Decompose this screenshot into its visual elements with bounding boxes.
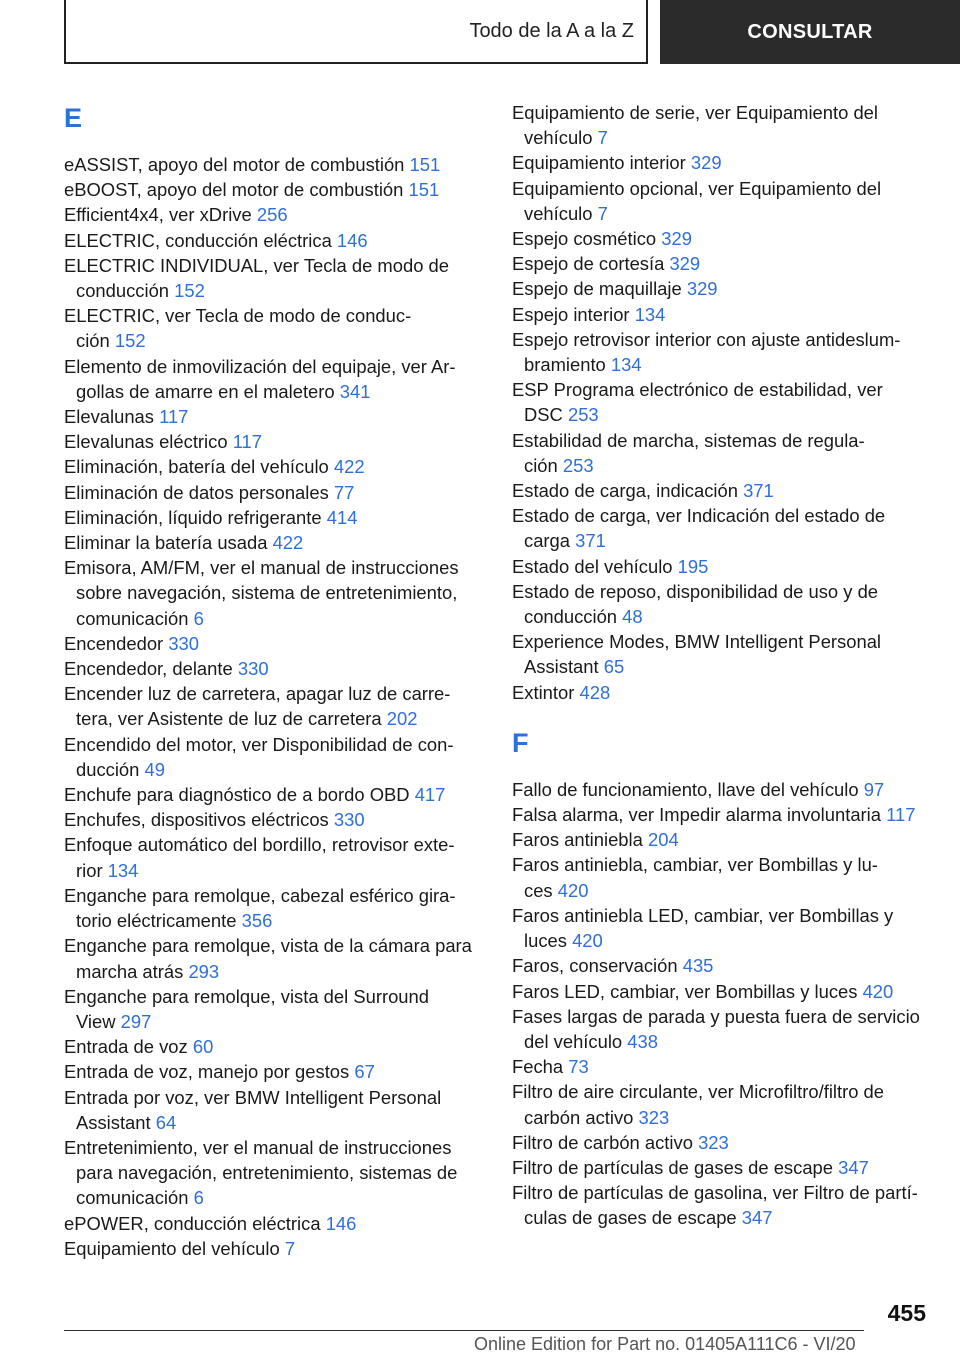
page-number: 455 <box>887 1300 926 1326</box>
page-link[interactable]: 77 <box>333 481 355 503</box>
page-link[interactable]: 356 <box>241 910 273 932</box>
index-entry-text: Assistant <box>76 1111 151 1133</box>
index-entry-text: Fecha <box>512 1056 564 1078</box>
page-link[interactable]: 202 <box>386 708 418 730</box>
page-link[interactable]: 117 <box>232 431 263 453</box>
index-entry-text: Estado de carga, ver Indicación del estado de <box>512 505 886 527</box>
page-link[interactable]: 134 <box>634 303 666 325</box>
page-link[interactable]: 323 <box>698 1131 729 1153</box>
page-link[interactable]: 48 <box>622 606 643 628</box>
index-entry <box>64 202 484 227</box>
index-entry <box>512 1155 932 1180</box>
footer-edition: Online Edition for Part no. 01405A111C6 - VI/20 <box>474 1334 856 1354</box>
index-entry <box>64 480 484 505</box>
tab-todo-az[interactable] <box>64 0 648 64</box>
page-link[interactable]: 117 <box>159 406 189 428</box>
page-link[interactable]: 60 <box>192 1036 214 1058</box>
page-link[interactable]: 347 <box>838 1156 869 1178</box>
footer-divider <box>64 1330 864 1331</box>
index-entry-text: Eliminación de datos personales <box>64 481 329 503</box>
page-link[interactable]: 438 <box>627 1030 658 1052</box>
page-link[interactable]: 414 <box>326 506 358 528</box>
index-list-left <box>64 152 484 1261</box>
page-link[interactable]: 7 <box>597 127 608 149</box>
index-entry-text: conducción <box>76 280 170 302</box>
index-entry-text: Filtro de aire circulante, ver Microfiltro/filtro de <box>512 1081 885 1103</box>
header-tabs <box>0 0 960 66</box>
index-entry-text: Enganche para remolque, vista de la cámara para <box>64 935 472 957</box>
index-entry <box>64 555 484 631</box>
page-link[interactable]: 417 <box>414 784 446 806</box>
page-link[interactable]: 330 <box>333 809 365 831</box>
page-link[interactable]: 65 <box>603 656 625 678</box>
index-column-left <box>64 100 484 1261</box>
index-entry-text: Estabilidad de marcha, sistemas de regula‐ <box>512 429 865 451</box>
index-entry-text: ePOWER, conducción eléctrica <box>64 1212 321 1234</box>
page-link[interactable]: 329 <box>690 152 722 174</box>
index-entry-text: Espejo interior <box>512 303 630 325</box>
page-link[interactable]: 422 <box>272 532 304 554</box>
index-entry <box>512 1079 932 1129</box>
index-entry <box>64 656 484 681</box>
index-entry <box>64 631 484 656</box>
index-entry-text: Equipamiento del vehículo <box>64 1237 280 1259</box>
index-list-right-f <box>512 777 932 1231</box>
index-entry-text: torio eléctricamente <box>76 910 237 932</box>
index-entry-text: Filtro de partículas de gases de escape <box>512 1156 834 1178</box>
page-link[interactable]: 371 <box>575 530 606 552</box>
index-entry-text: sobre navegación, sistema de entretenimiento, <box>76 582 458 604</box>
index-entry <box>512 327 932 377</box>
index-entry-text: View <box>76 1010 116 1032</box>
index-entry <box>512 579 932 629</box>
index-entry <box>512 1180 932 1230</box>
index-entry <box>512 979 932 1004</box>
index-entry-text: ELECTRIC, conducción eléctrica <box>64 229 332 251</box>
index-entry-text: Eliminación, batería del vehículo <box>64 456 329 478</box>
page-link[interactable]: 151 <box>409 154 441 175</box>
index-entry-text: Elemento de inmovilización del equipaje, ver Ar‐ <box>64 355 456 377</box>
index-entry-text: vehículo <box>524 202 593 224</box>
index-entry-text: para navegación, entretenimiento, sistemas de <box>76 1162 458 1184</box>
index-entry-text: Filtro de partículas de gasolina, ver Filtro de partí‐ <box>512 1182 918 1204</box>
index-entry <box>512 276 932 301</box>
index-entry-text: Eliminación, líquido refrigerante <box>64 506 322 528</box>
index-entry-text: ción <box>76 330 110 352</box>
index-entry <box>64 807 484 832</box>
index-entry <box>64 883 484 933</box>
page-link[interactable]: 256 <box>256 204 288 226</box>
index-entry <box>512 226 932 251</box>
index-entry <box>64 530 484 555</box>
index-entry-text: Enchufes, dispositivos eléctricos <box>64 809 329 831</box>
index-entry-text: tera, ver Asistente de luz de carretera <box>76 708 382 730</box>
index-entry-text: carbón activo <box>524 1106 634 1128</box>
page-link[interactable]: 293 <box>188 960 220 982</box>
index-entry-text: Encender luz de carretera, apagar luz de carre‐ <box>64 683 451 705</box>
page-link[interactable]: 297 <box>120 1010 152 1032</box>
index-entry-text: Encendedor, delante <box>64 658 233 680</box>
index-entry <box>512 176 932 226</box>
page-link[interactable]: 64 <box>155 1111 177 1133</box>
index-entry <box>64 1135 484 1211</box>
index-entry <box>64 253 484 303</box>
index-entry-text: Espejo de maquillaje <box>512 278 682 300</box>
index-entry <box>512 852 932 902</box>
index-entry <box>512 827 932 852</box>
index-entry <box>512 777 932 802</box>
index-entry <box>64 303 484 353</box>
tab-consultar-label: CONSULTAR <box>747 20 873 43</box>
index-entry <box>512 1054 932 1079</box>
index-entry <box>512 802 932 827</box>
page-link[interactable]: 195 <box>677 555 709 577</box>
index-entry-text: conducción <box>524 606 618 628</box>
page-link[interactable]: 146 <box>336 229 368 251</box>
index-entry-text: Equipamiento opcional, ver Equipamiento del <box>512 177 882 199</box>
index-entry-text: Entrada por voz, ver BMW Intelligent Personal <box>64 1086 442 1108</box>
index-entry <box>64 228 484 253</box>
index-entry-text: vehículo <box>524 127 593 149</box>
index-entry-text: Filtro de carbón activo <box>512 1131 693 1153</box>
page-link[interactable]: 152 <box>174 280 205 302</box>
page-link[interactable]: 420 <box>862 980 894 1002</box>
index-entry-text: comunicación <box>76 607 189 629</box>
index-entry-text: del vehículo <box>524 1030 623 1052</box>
index-entry-text: Equipamiento de serie, ver Equipamiento del <box>512 102 878 123</box>
index-entry <box>64 354 484 404</box>
index-entry-text: Faros antiniebla <box>512 829 643 851</box>
page-link[interactable]: 146 <box>325 1212 357 1234</box>
page-link[interactable]: 329 <box>661 228 692 250</box>
index-entry-text: Estado de carga, indicación <box>512 480 738 502</box>
index-entry <box>64 454 484 479</box>
index-entry-text: ESP Programa electrónico de estabilidad, ver <box>512 379 883 401</box>
index-entry-text: Experience Modes, BMW Intelligent Personal <box>512 631 882 653</box>
page-link[interactable]: 420 <box>557 879 589 901</box>
index-entry-text: luces <box>524 930 567 952</box>
index-entry <box>512 629 932 679</box>
index-entry <box>512 377 932 427</box>
index-entry-text: Espejo de cortesía <box>512 253 665 275</box>
page-link[interactable]: 7 <box>284 1237 296 1259</box>
index-letter-f: F <box>512 727 529 758</box>
index-entry <box>64 429 484 454</box>
index-entry-text: ces <box>524 879 553 901</box>
index-entry-text: Assistant <box>524 656 599 678</box>
index-entry-text: Entretenimiento, ver el manual de instrucciones <box>64 1136 452 1158</box>
index-entry <box>64 832 484 882</box>
index-entry-text: ducción <box>76 758 140 780</box>
index-entry <box>512 150 932 175</box>
index-entry-text: Entrada de voz, manejo por gestos <box>64 1061 350 1083</box>
index-entry-text: rior <box>76 859 103 881</box>
index-entry-text: Fallo de funcionamiento, llave del vehículo <box>512 778 859 800</box>
index-entry <box>512 1004 932 1054</box>
index-entry <box>64 1211 484 1236</box>
index-entry <box>512 302 932 327</box>
page-link[interactable]: 7 <box>597 202 608 224</box>
index-entry <box>64 984 484 1034</box>
page-link[interactable]: 49 <box>144 758 165 780</box>
page-link[interactable]: 117 <box>886 804 916 826</box>
index-entry-text: Eliminar la batería usada <box>64 532 268 554</box>
index-entry <box>64 404 484 429</box>
index-entry-text: Elevalunas eléctrico <box>64 431 228 453</box>
index-entry-text: Falsa alarma, ver Impedir alarma involuntaria <box>512 804 881 826</box>
index-entry-text: Faros LED, cambiar, ver Bombillas y luces <box>512 980 858 1002</box>
index-entry-text: Equipamiento interior <box>512 152 686 174</box>
index-entry-text: eBOOST, apoyo del motor de combustión <box>64 179 404 201</box>
index-entry <box>512 554 932 579</box>
index-entry <box>64 177 484 202</box>
index-column-right <box>512 100 932 1231</box>
index-entry-text: Emisora, AM/FM, ver el manual de instrucciones <box>64 557 459 579</box>
page-link[interactable]: 67 <box>354 1061 375 1083</box>
index-entry-text: gollas de amarre en el maletero <box>76 380 335 402</box>
index-entry-text: Faros antiniebla, cambiar, ver Bombillas y lu‐ <box>512 854 878 876</box>
index-list-right-e <box>512 100 932 705</box>
index-entry-text: Entrada de voz <box>64 1036 188 1058</box>
index-entry-text: DSC <box>524 404 563 426</box>
index-entry <box>512 953 932 978</box>
index-entry-text: carga <box>524 530 571 552</box>
page-link[interactable]: 329 <box>669 253 701 275</box>
index-entry <box>64 152 484 177</box>
index-entry-text: marcha atrás <box>76 960 184 982</box>
index-entry-text: Espejo cosmético <box>512 228 657 250</box>
page-link[interactable]: 329 <box>686 278 718 300</box>
index-entry <box>64 1236 484 1261</box>
page-link[interactable]: 6 <box>193 607 204 629</box>
index-entry-text: culas de gases de escape <box>524 1207 737 1229</box>
page-link[interactable]: 151 <box>408 179 440 201</box>
index-entry-text: Extintor <box>512 681 575 703</box>
index-entry <box>64 681 484 731</box>
index-entry-text: Encendedor <box>64 632 164 654</box>
index-entry-text: Enganche para remolque, vista del Surround <box>64 985 429 1007</box>
index-entry <box>512 503 932 553</box>
index-entry <box>64 505 484 530</box>
index-entry <box>64 732 484 782</box>
tab-consultar[interactable] <box>660 0 960 64</box>
index-entry-text: Espejo retrovisor interior con ajuste antideslum‐ <box>512 328 901 350</box>
index-entry <box>64 1059 484 1084</box>
page-link[interactable]: 330 <box>168 632 199 654</box>
index-entry <box>512 903 932 953</box>
index-entry-text: Enfoque automático del bordillo, retrovisor exte‐ <box>64 834 455 856</box>
page-link[interactable]: 134 <box>107 859 139 881</box>
page-link[interactable]: 73 <box>568 1056 589 1078</box>
index-entry-text: ELECTRIC INDIVIDUAL, ver Tecla de modo de <box>64 254 449 276</box>
index-entry-text: Encendido del motor, ver Disponibilidad de con‐ <box>64 733 454 755</box>
index-entry-text: eASSIST, apoyo del motor de combustión <box>64 154 405 175</box>
index-entry <box>64 933 484 983</box>
index-entry-text: Faros antiniebla LED, cambiar, ver Bombillas y <box>512 904 894 926</box>
index-entry <box>64 1085 484 1135</box>
page-link[interactable]: 435 <box>682 955 714 977</box>
index-entry <box>512 100 932 150</box>
page-link[interactable]: 204 <box>647 829 679 851</box>
page-link[interactable]: 134 <box>610 354 642 376</box>
index-entry-text: ción <box>524 454 558 476</box>
index-entry <box>512 1130 932 1155</box>
index-entry-text: Enchufe para diagnóstico de a bordo OBD <box>64 784 410 806</box>
index-letter-e: E <box>64 103 83 133</box>
index-entry <box>512 478 932 503</box>
index-entry-text: Estado de reposo, disponibilidad de uso y de <box>512 580 879 602</box>
page-link[interactable]: 422 <box>333 456 365 478</box>
page-link[interactable]: 428 <box>579 681 611 703</box>
index-entry-text: Enganche para remolque, cabezal esférico gira‐ <box>64 884 456 906</box>
index-entry <box>512 680 932 705</box>
index-entry <box>64 782 484 807</box>
index-entry <box>512 428 932 478</box>
page-link[interactable]: 341 <box>339 380 371 402</box>
page-link[interactable]: 371 <box>743 480 774 502</box>
page-link[interactable]: 97 <box>863 778 885 800</box>
page-link[interactable]: 347 <box>741 1207 773 1229</box>
page-link[interactable]: 253 <box>567 404 599 426</box>
index-entry-text: Estado del vehículo <box>512 555 673 577</box>
index-entry-text: comunicación <box>76 1187 189 1209</box>
page-link[interactable]: 330 <box>237 658 269 680</box>
page-link[interactable]: 152 <box>114 330 146 352</box>
index-entry-text: Elevalunas <box>64 406 154 428</box>
index-entry-text: bramiento <box>524 354 606 376</box>
index-entry <box>512 251 932 276</box>
tab-todo-az-label: Todo de la A a la Z <box>469 19 634 42</box>
page-link[interactable]: 253 <box>562 454 594 476</box>
page-link[interactable]: 420 <box>572 930 603 952</box>
index-entry-text: ELECTRIC, ver Tecla de modo de conduc‐ <box>64 305 412 327</box>
page-link[interactable]: 6 <box>193 1187 204 1209</box>
index-entry-text: Efficient4x4, ver xDrive <box>64 204 252 226</box>
index-entry-text: Faros, conservación <box>512 955 678 977</box>
index-entry <box>64 1034 484 1059</box>
index-entry-text: Fases largas de parada y puesta fuera de servicio <box>512 1005 920 1027</box>
page-link[interactable]: 323 <box>638 1106 670 1128</box>
